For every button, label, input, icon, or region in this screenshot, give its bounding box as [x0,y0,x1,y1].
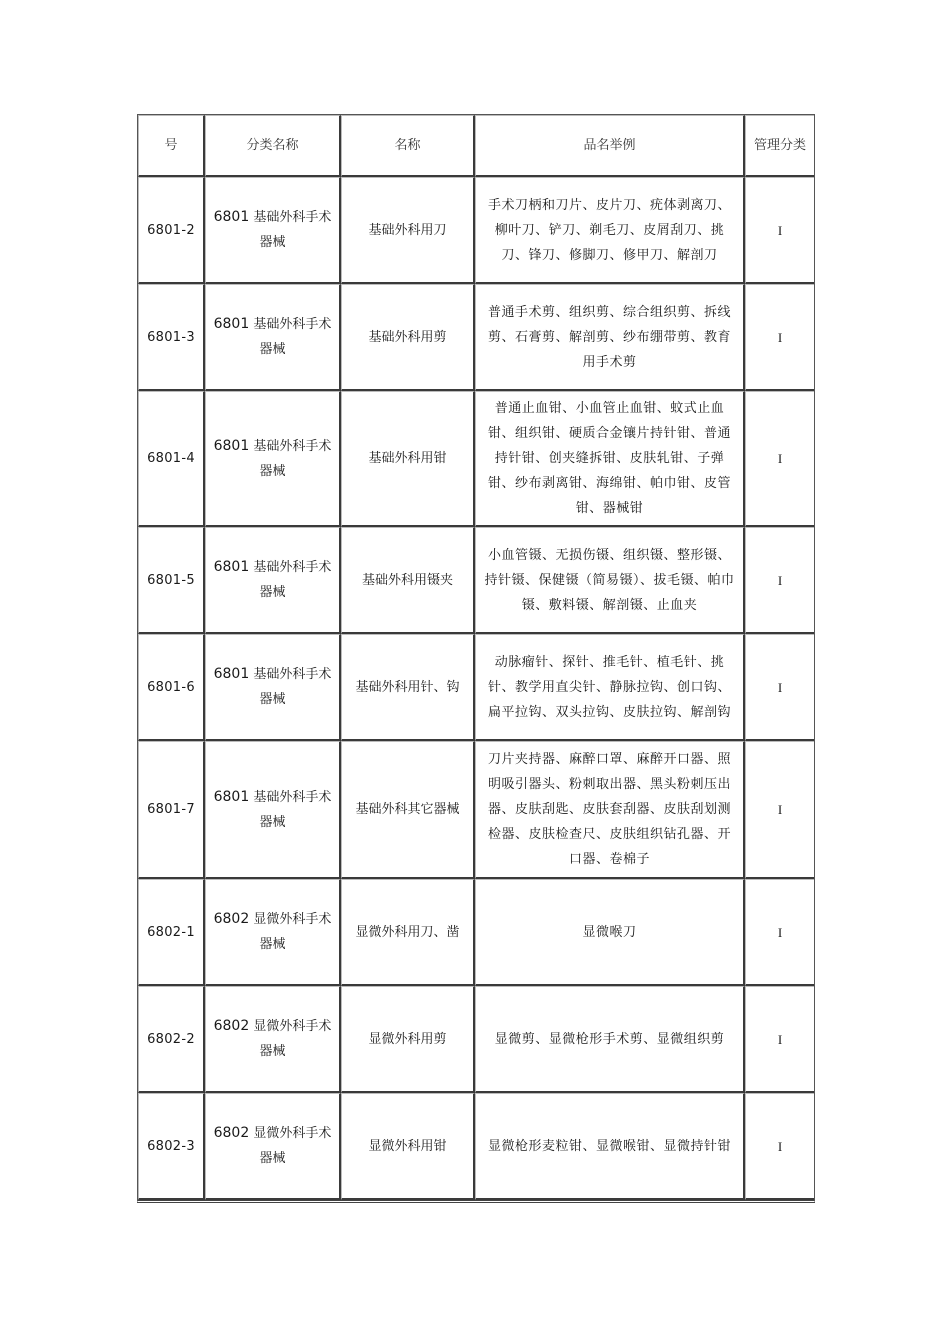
table-row [138,527,814,634]
row-name: 显微外科用钳 [341,1093,475,1200]
row-code: 6802-3 [138,1093,205,1200]
header-name: 名称 [341,115,475,177]
row-name: 基础外科用剪 [341,284,475,391]
row-examples: 动脉瘤针、探针、推毛针、植毛针、挑针、教学用直尖针、静脉拉钩、创口钩、扁平拉钩、双头拉钩、皮肤拉钩、解剖钩 [475,634,745,741]
category-text: 显微外科手术器械 [249,1019,332,1059]
row-code: 6802-2 [138,986,205,1093]
category-text: 显微外科手术器械 [249,912,332,952]
category-number: 6801 [213,559,250,575]
row-name: 基础外科用钳 [341,391,475,527]
row-code: 6801-5 [138,527,205,634]
row-category [205,986,341,1093]
table-row [138,634,814,741]
row-class: I [745,986,814,1093]
header-examples: 品名举例 [475,115,745,177]
category-text: 基础外科手术器械 [249,317,332,357]
table-row [138,177,814,284]
category-number: 6801 [213,316,250,332]
row-code: 6801-4 [138,391,205,527]
category-number: 6801 [213,209,250,225]
row-name: 显微外科用剪 [341,986,475,1093]
row-class: I [745,1093,814,1200]
row-examples: 显微剪、显微枪形手术剪、显微组织剪 [475,986,745,1093]
row-class: I [745,177,814,284]
header-category: 分类名称 [205,115,341,177]
row-class: I [745,284,814,391]
table-row [138,391,814,527]
row-examples: 普通手术剪、组织剪、综合组织剪、拆线剪、石膏剪、解剖剪、纱布绷带剪、教育用手术剪 [475,284,745,391]
category-text: 基础外科手术器械 [249,438,332,479]
table-row [138,284,814,391]
row-category [205,741,341,879]
row-examples: 刀片夹持器、麻醉口罩、麻醉开口器、照明吸引器头、粉刺取出器、黑头粉刺压出器、皮肤刮匙、皮肤套刮器、皮肤刮划测检器、皮肤检查尺、皮肤组织钻孔器、开口器、卷棉子 [475,741,745,879]
table-row [138,1093,814,1200]
header-class: 管理分类 [745,115,814,177]
device-catalog-table [137,114,815,1203]
row-class: I [745,741,814,879]
row-category [205,527,341,634]
row-name: 基础外科用刀 [341,177,475,284]
row-category [205,879,341,986]
row-examples: 显微枪形麦粒钳、显微喉钳、显微持针钳 [475,1093,745,1200]
category-text: 基础外科手术器械 [249,667,332,707]
category-number: 6801 [213,788,250,805]
row-category [205,634,341,741]
category-text: 基础外科手术器械 [249,789,332,830]
row-examples: 显微喉刀 [475,879,745,986]
row-name: 基础外科用针、钩 [341,634,475,741]
category-text: 基础外科手术器械 [249,210,332,250]
row-code: 6801-7 [138,741,205,879]
row-category [205,177,341,284]
row-category [205,284,341,391]
category-number: 6801 [213,666,250,682]
row-name: 显微外科用刀、凿 [341,879,475,986]
table-row [138,741,814,879]
row-name: 基础外科用镊夹 [341,527,475,634]
category-text: 显微外科手术器械 [249,1126,332,1166]
category-number: 6802 [213,911,250,927]
row-class: I [745,527,814,634]
row-code: 6801-6 [138,634,205,741]
category-number: 6802 [213,1018,250,1034]
table-header-row [138,115,814,177]
row-class: I [745,879,814,986]
row-code: 6801-2 [138,177,205,284]
row-name: 基础外科其它器械 [341,741,475,879]
category-text: 基础外科手术器械 [249,560,332,600]
row-category [205,391,341,527]
row-category [205,1093,341,1200]
header-code: 号 [138,115,205,177]
table-row [138,986,814,1093]
row-class: I [745,391,814,527]
row-examples: 手术刀柄和刀片、皮片刀、疣体剥离刀、柳叶刀、铲刀、剃毛刀、皮屑刮刀、挑刀、锋刀、修脚刀、修甲刀、解剖刀 [475,177,745,284]
table-row [138,879,814,986]
row-class: I [745,634,814,741]
row-examples: 普通止血钳、小血管止血钳、蚊式止血钳、组织钳、硬质合金镶片持针钳、普通持针钳、创夹缝拆钳、皮肤轧钳、子弹钳、纱布剥离钳、海绵钳、帕巾钳、皮管钳、器械钳 [475,391,745,527]
category-number: 6802 [213,1125,250,1141]
row-examples: 小血管镊、无损伤镊、组织镊、整形镊、持针镊、保健镊（简易镊）、拔毛镊、帕巾镊、敷料镊、解剖镊、止血夹 [475,527,745,634]
category-number: 6801 [213,437,250,454]
row-code: 6801-3 [138,284,205,391]
row-code: 6802-1 [138,879,205,986]
